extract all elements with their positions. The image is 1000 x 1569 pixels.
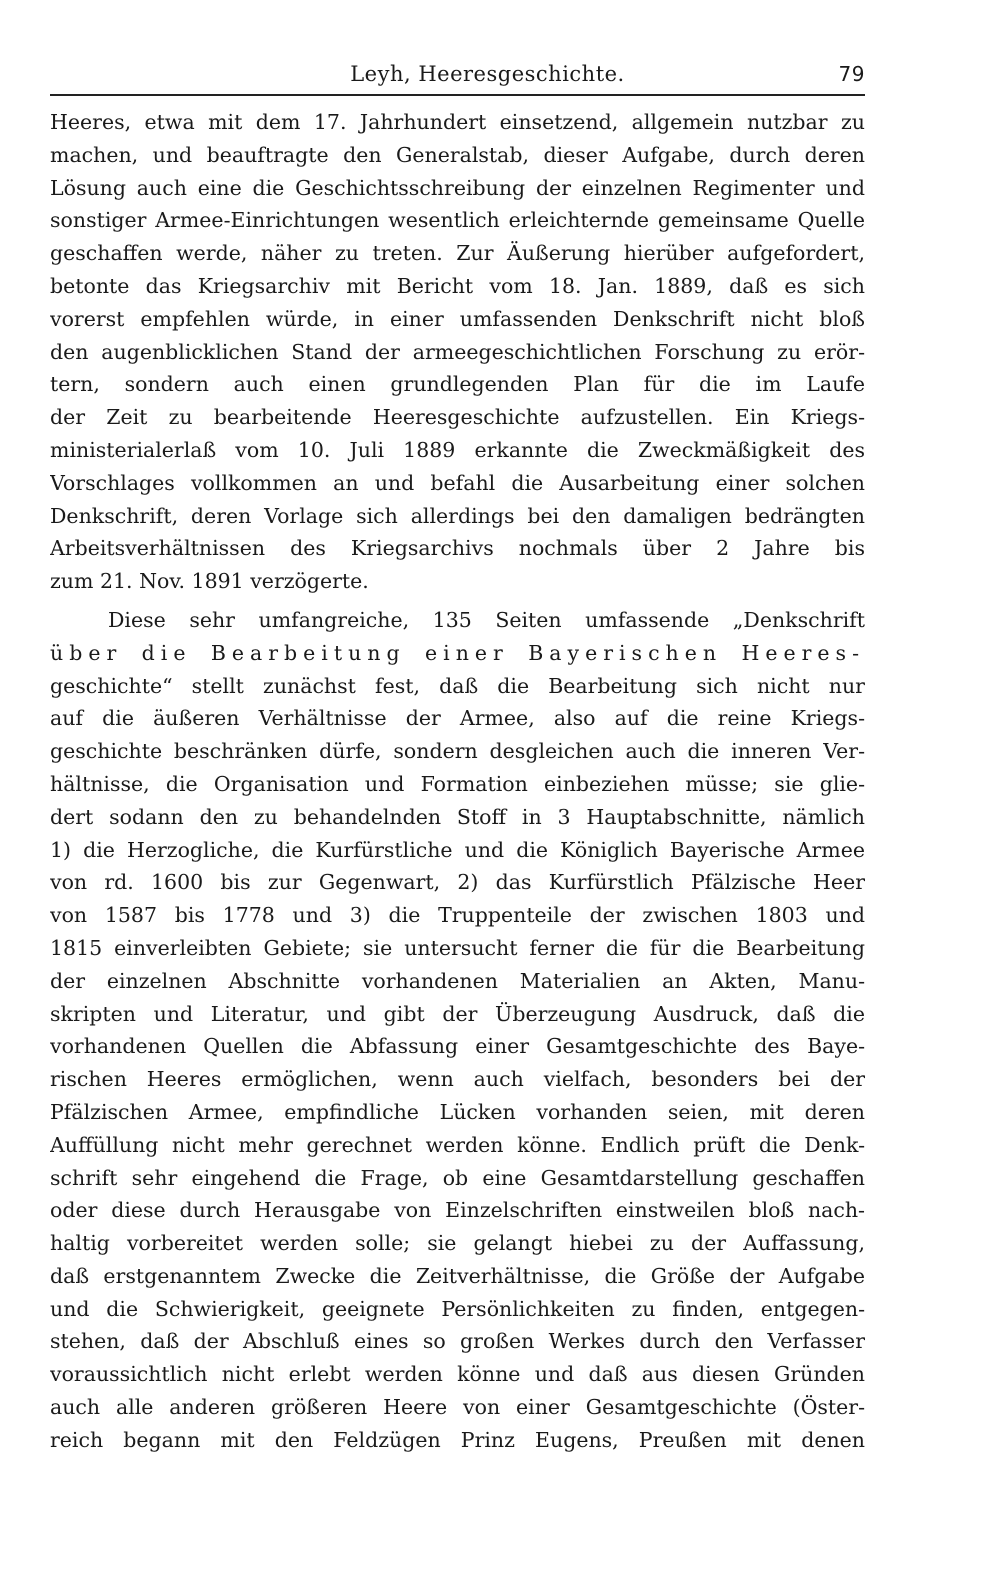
page-number: 79 bbox=[838, 62, 865, 86]
text-line: betonte das Kriegsarchiv mit Bericht vom 18. Jan. 1889, daß es sich bbox=[50, 273, 865, 298]
text-line: den augenblicklichen Stand der armeegeschichtlichen Forschung zu erör- bbox=[50, 339, 865, 364]
text-line: daß erstgenanntem Zwecke die Zeitverhältnisse, die Größe der Aufgabe bbox=[50, 1263, 865, 1288]
text-line: machen, und beauftragte den Generalstab, dieser Aufgabe, durch deren bbox=[50, 142, 865, 167]
text-line: Auffüllung nicht mehr gerechnet werden könne. Endlich prüft die Denk- bbox=[50, 1132, 865, 1157]
text-line: Diese sehr umfangreiche, 135 Seiten umfassende „Denkschrift bbox=[108, 607, 865, 632]
body-text bbox=[50, 106, 865, 1457]
text-line: und die Schwierigkeit, geeignete Persönlichkeiten zu finden, entgegen- bbox=[50, 1296, 865, 1321]
text-line: reich begann mit den Feldzügen Prinz Eugens, Preußen mit denen bbox=[50, 1427, 865, 1452]
running-head bbox=[50, 56, 865, 94]
paragraph-1 bbox=[50, 106, 865, 598]
text-line: stehen, daß der Abschluß eines so großen Werkes durch den Verfasser bbox=[50, 1329, 865, 1354]
text-line: Arbeitsverhältnissen des Kriegsarchivs nochmals über 2 Jahre bis bbox=[50, 536, 865, 561]
text-line: Vorschlages vollkommen an und befahl die Ausarbeitung einer solchen bbox=[50, 470, 865, 495]
text-line: geschichte beschränken dürfe, sondern desgleichen auch die inneren Ver- bbox=[50, 739, 865, 764]
text-line: geschichte“ stellt zunächst fest, daß die Bearbeitung sich nicht nur bbox=[50, 673, 865, 698]
text-line: 1815 einverleibten Gebiete; sie untersucht ferner die für die Bearbeitung bbox=[50, 935, 865, 960]
text-line: der Zeit zu bearbeitende Heeresgeschichte aufzustellen. Ein Kriegs- bbox=[50, 405, 865, 430]
text-line: von 1587 bis 1778 und 3) die Truppenteile der zwischen 1803 und bbox=[50, 903, 865, 928]
text-line: von rd. 1600 bis zur Gegenwart, 2) das Kurfürstlich Pfälzische Heer bbox=[50, 870, 865, 895]
text-line: tern, sondern auch einen grundlegenden Plan für die im Laufe bbox=[50, 372, 865, 397]
text-line: Denkschrift, deren Vorlage sich allerdings bei den damaligen bedrängten bbox=[50, 503, 865, 528]
text-line: über die Bearbeitung einer Bayerischen Heeres- bbox=[50, 640, 865, 665]
header-rule bbox=[50, 94, 865, 96]
text-line: vorerst empfehlen würde, in einer umfassenden Denkschrift nicht bloß bbox=[50, 306, 865, 331]
text-line: auf die äußeren Verhältnisse der Armee, also auf die reine Kriegs- bbox=[50, 706, 865, 731]
text-line: voraussichtlich nicht erlebt werden könne und daß aus diesen Gründen bbox=[50, 1362, 865, 1387]
text-line: der einzelnen Abschnitte vorhandenen Materialien an Akten, Manu- bbox=[50, 968, 865, 993]
text-line: auch alle anderen größeren Heere von einer Gesamtgeschichte (Öster- bbox=[50, 1395, 865, 1420]
text-line: ministerialerlaß vom 10. Juli 1889 erkannte die Zweckmäßigkeit des bbox=[50, 437, 865, 462]
running-head-title: Leyh, Heeresgeschichte. bbox=[350, 62, 625, 86]
text-line: haltig vorbereitet werden solle; sie gelangt hiebei zu der Auffassung, bbox=[50, 1231, 865, 1256]
text-line: geschaffen werde, näher zu treten. Zur Äußerung hierüber aufgefordert, bbox=[50, 241, 865, 266]
text-line: vorhandenen Quellen die Abfassung einer Gesamtgeschichte des Baye- bbox=[50, 1034, 865, 1059]
book-page bbox=[50, 56, 865, 1457]
text-line: zum 21. Nov. 1891 verzögerte. bbox=[50, 569, 369, 594]
text-line: Lösung auch eine die Geschichtsschreibung der einzelnen Regimenter und bbox=[50, 175, 865, 200]
text-line: dert sodann den zu behandelnden Stoff in 3 Hauptabschnitte, nämlich bbox=[50, 804, 865, 829]
text-line: Heeres, etwa mit dem 17. Jahrhundert einsetzend, allgemein nutzbar zu bbox=[50, 110, 865, 134]
text-line: schrift sehr eingehend die Frage, ob eine Gesamtdarstellung geschaffen bbox=[50, 1165, 865, 1190]
text-line: hältnisse, die Organisation und Formation einbeziehen müsse; sie glie- bbox=[50, 771, 865, 796]
text-line: 1) die Herzogliche, die Kurfürstliche und die Königlich Bayerische Armee bbox=[50, 837, 865, 862]
text-line: oder diese durch Herausgabe von Einzelschriften einstweilen bloß nach- bbox=[50, 1198, 865, 1223]
text-line: sonstiger Armee-Einrichtungen wesentlich erleichternde gemeinsame Quelle bbox=[50, 208, 865, 233]
paragraph-2 bbox=[50, 604, 865, 1457]
text-line: Pfälzischen Armee, empfindliche Lücken vorhanden seien, mit deren bbox=[50, 1099, 865, 1124]
text-line: rischen Heeres ermöglichen, wenn auch vielfach, besonders bei der bbox=[50, 1067, 865, 1092]
text-line: skripten und Literatur, und gibt der Überzeugung Ausdruck, daß die bbox=[50, 1001, 865, 1026]
